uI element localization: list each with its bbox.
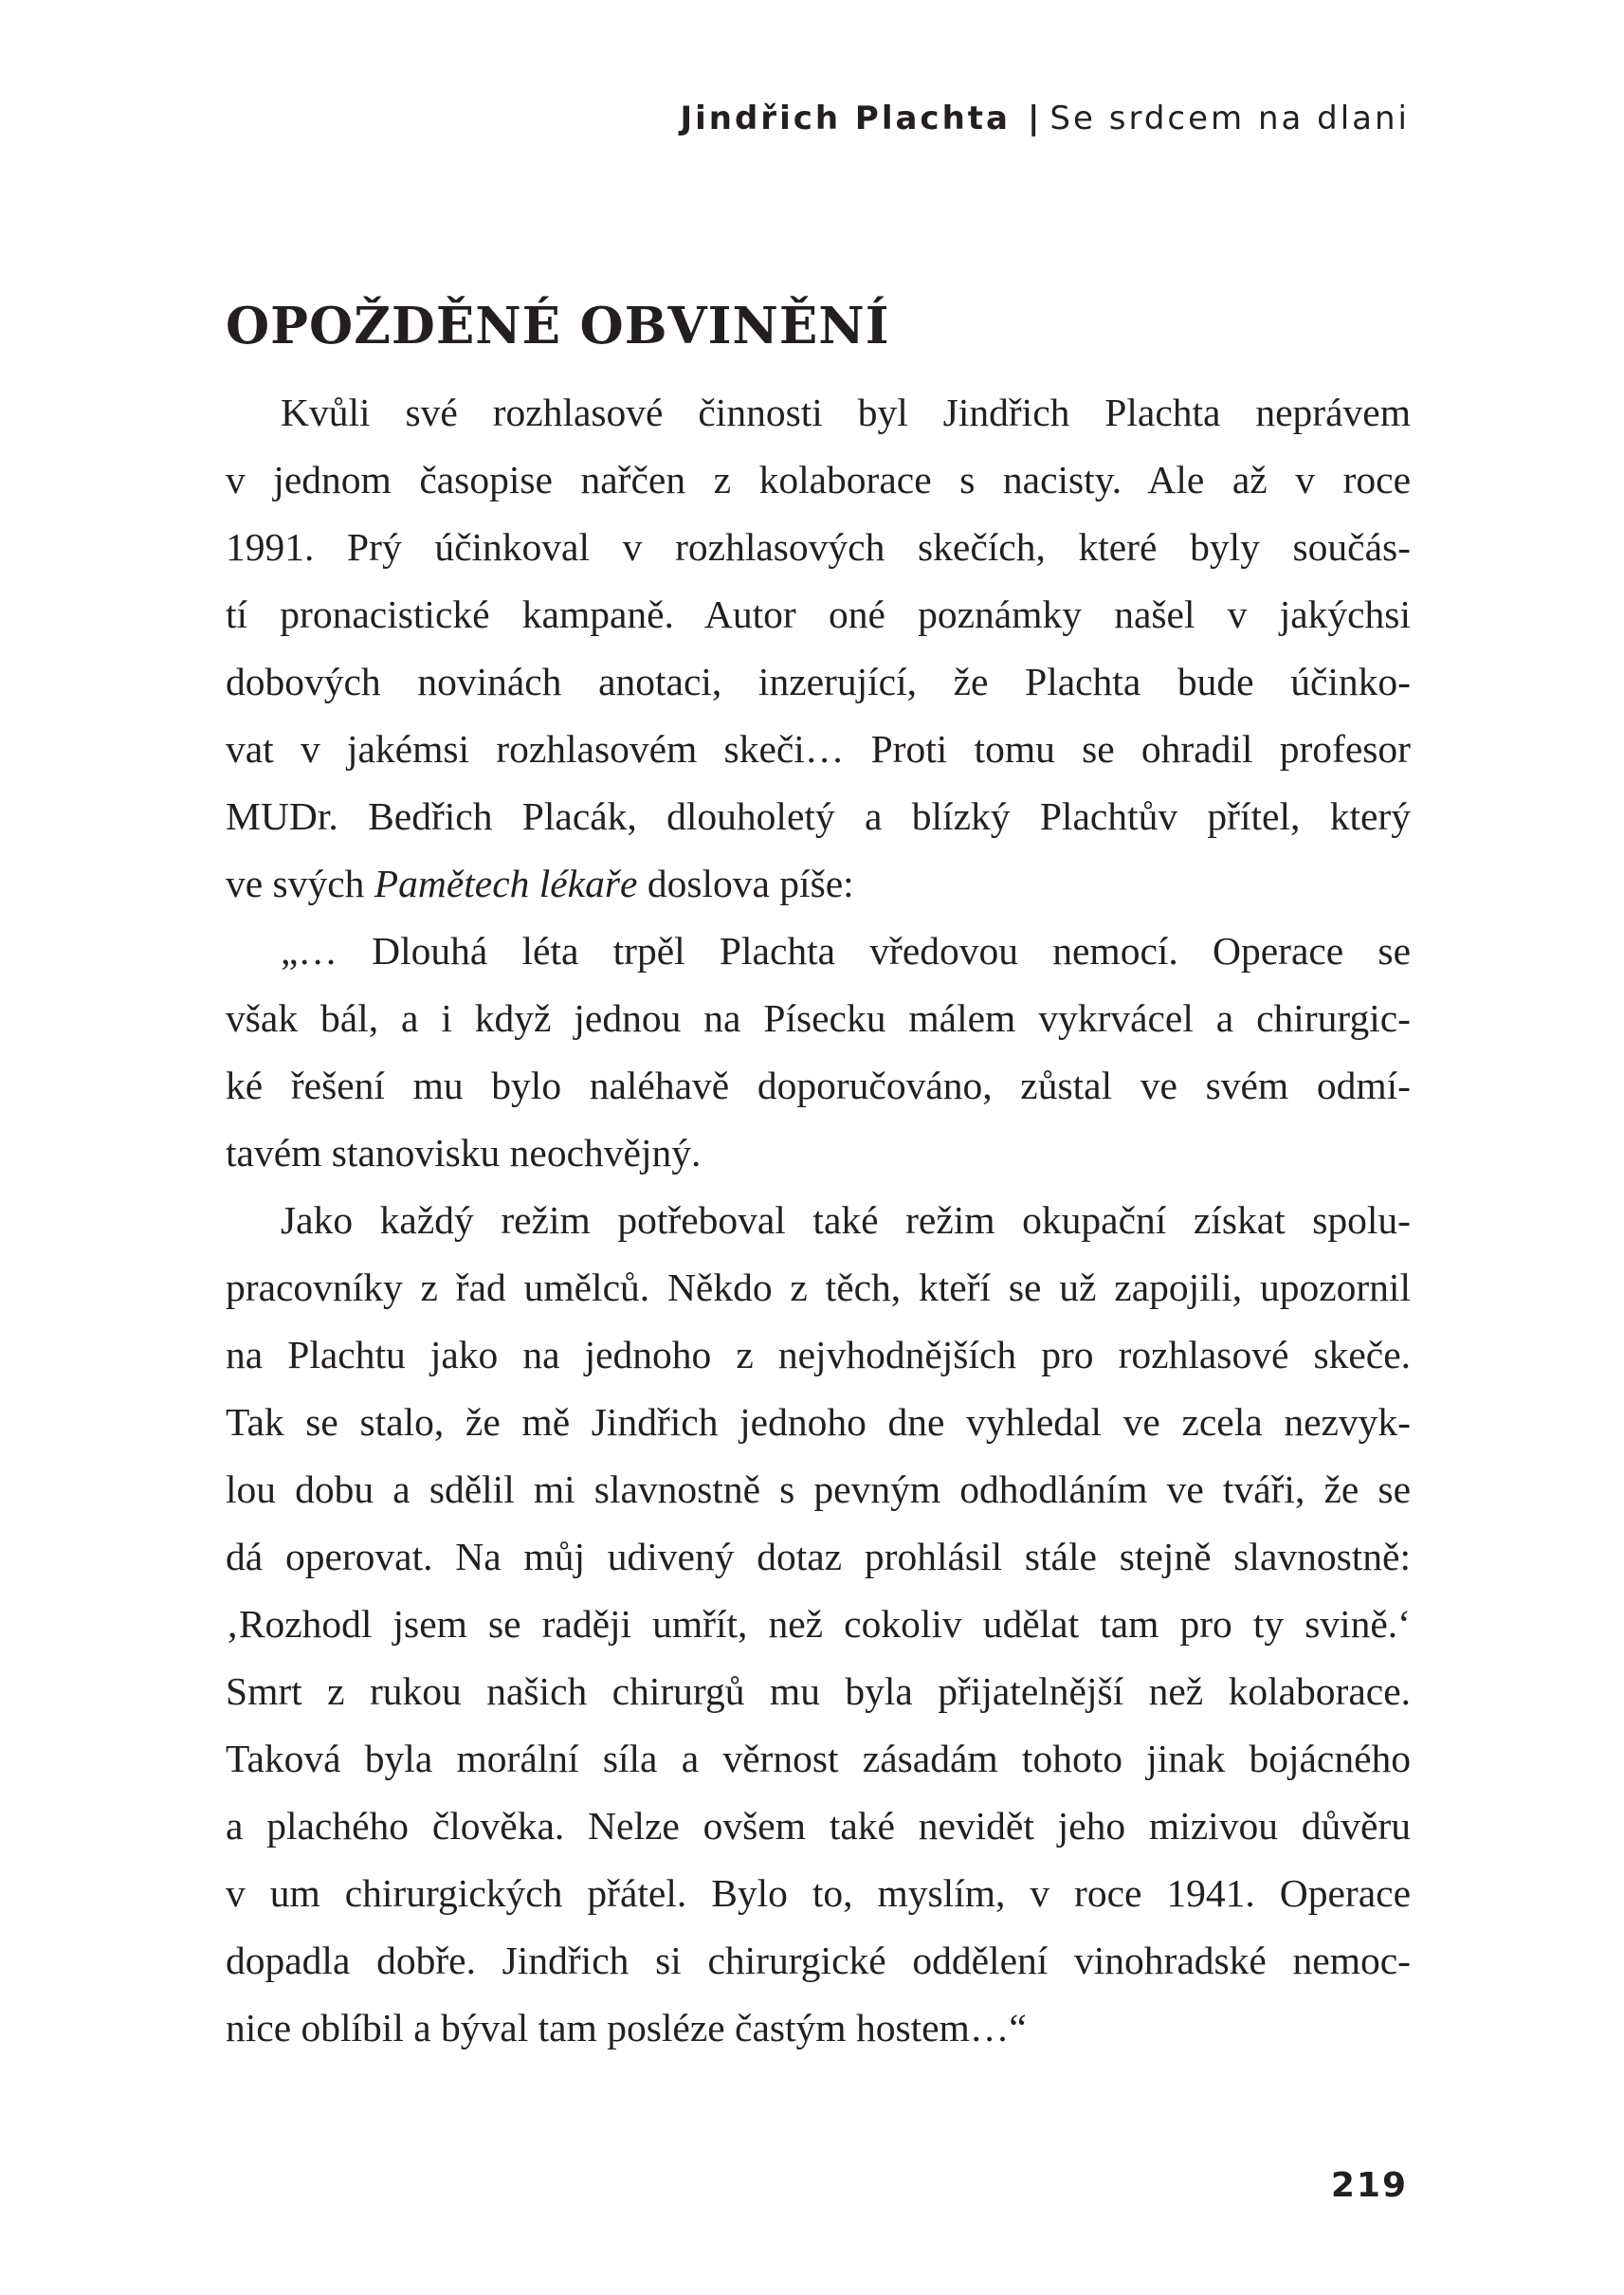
text-line: tí pronacistické kampaně. Autor oné poznámky našel v jakýchsi (226, 592, 1411, 636)
header-book-title: Se srdcem na dlani (1049, 100, 1410, 137)
text-line: na Plachtu jako na jednoho z nejvhodnějších pro rozhlasové skeče. (226, 1333, 1411, 1376)
book-title-italic: Pamětech lékaře (374, 862, 638, 905)
page-number: 219 (1330, 2166, 1408, 2205)
text-line: Tak se stalo, že mě Jindřich jednoho dne vyhledal ve zcela nezvyk- (226, 1400, 1411, 1444)
text-line: v jednom časopise nařčen z kolaborace s nacisty. Ale až v roce (226, 458, 1411, 501)
text-line: pracovníky z řad umělců. Někdo z těch, kteří se už zapojili, upozornil (226, 1266, 1411, 1309)
text-line: „… Dlouhá léta trpěl Plachta vředovou nemocí. Operace se (281, 929, 1411, 973)
text-line: nice oblíbil a býval tam posléze častým hostem…“ (226, 2006, 1027, 2049)
text-line: v um chirurgických přátel. Bylo to, myslím, v roce 1941. Operace (226, 1871, 1411, 1915)
text-line: Jako každý režim potřeboval také režim okupační získat spolu- (281, 1198, 1411, 1242)
text-line: Taková byla morální síla a věrnost zásadám tohoto jinak bojácného (226, 1737, 1411, 1780)
text-line: dopadla dobře. Jindřich si chirurgické oddělení vinohradské nemoc- (226, 1939, 1411, 1982)
text-line (226, 850, 1411, 918)
text-segment: ve svých (226, 862, 374, 905)
text-line: tavém stanovisku neochvějný. (226, 1131, 702, 1175)
text-segment: doslova píše: (637, 862, 854, 905)
text-line: dobových novinách anotaci, inzerující, že Plachta bude účinko- (226, 660, 1411, 703)
body-text (226, 379, 1411, 2062)
text-line: MUDr. Bedřich Placák, dlouholetý a blízký Plachtův přítel, který (226, 794, 1411, 838)
text-line: vat v jakémsi rozhlasovém skeči… Proti tomu se ohradil profesor (226, 727, 1411, 771)
text-line: ‚Rozhodl jsem se raději umřít, než cokoliv udělat tam pro ty svině.‘ (226, 1602, 1411, 1646)
text-line: Smrt z rukou našich chirurgů mu byla přijatelnější než kolaborace. (226, 1669, 1411, 1713)
header-separator: | (1028, 100, 1043, 137)
text-line: ké řešení mu bylo naléhavě doporučováno, zůstal ve svém odmí- (226, 1064, 1411, 1107)
running-header (680, 102, 1410, 135)
text-line: dá operovat. Na můj udivený dotaz prohlásil stále stejně slavnostně: (226, 1535, 1411, 1578)
text-line: 1991. Prý účinkoval v rozhlasových skečích, které byly součás- (226, 525, 1411, 569)
text-line: lou dobu a sdělil mi slavnostně s pevným odhodláním ve tváři, že se (226, 1467, 1411, 1511)
text-line: a plachého člověka. Nelze ovšem také nevidět jeho mizivou důvěru (226, 1804, 1411, 1848)
header-author: Jindřich Plachta (680, 100, 1011, 137)
chapter-title: OPOŽDĚNÉ OBVINĚNÍ (226, 297, 890, 355)
text-line: Kvůli své rozhlasové činnosti byl Jindřich Plachta neprávem (281, 391, 1411, 434)
text-line: však bál, a i když jednou na Písecku málem vykrvácel a chirurgic- (226, 996, 1411, 1040)
